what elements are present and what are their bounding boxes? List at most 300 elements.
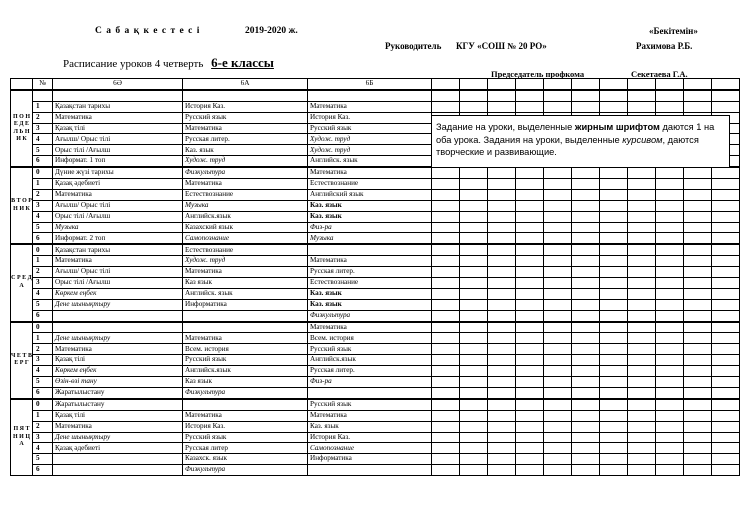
table-row xyxy=(11,387,740,398)
table-row xyxy=(11,410,740,421)
lesson-number: 0 xyxy=(33,399,53,410)
lesson-cell: Всем. история xyxy=(308,333,432,344)
empty-cell xyxy=(600,256,628,267)
union-name: Секетаева Г.А. xyxy=(631,69,688,79)
lesson-cell: Ағылш/ Орыс тілі xyxy=(53,134,183,145)
lesson-cell: Музыка xyxy=(308,233,432,244)
empty-cell xyxy=(516,366,544,377)
empty-cell xyxy=(712,333,740,344)
lesson-cell: Каз. язык xyxy=(183,145,308,156)
lesson-number: 6 xyxy=(33,156,53,167)
empty-cell xyxy=(684,421,712,432)
empty-cell xyxy=(628,443,656,454)
lesson-cell: Физ-ра xyxy=(308,222,432,233)
lesson-cell: Естествознание xyxy=(308,278,432,289)
empty-cell xyxy=(544,167,572,178)
empty-cell xyxy=(516,167,544,178)
empty-cell xyxy=(684,387,712,398)
lesson-cell xyxy=(53,465,183,476)
lesson-number: 2 xyxy=(33,267,53,278)
empty-cell xyxy=(432,233,460,244)
lesson-cell: Информат. 1 топ xyxy=(53,156,183,167)
empty-cell xyxy=(712,200,740,211)
lesson-cell: Дене шынықтыру xyxy=(53,432,183,443)
empty-cell xyxy=(516,101,544,112)
empty-cell xyxy=(544,387,572,398)
empty-cell xyxy=(684,443,712,454)
empty-cell xyxy=(712,189,740,200)
lesson-cell xyxy=(53,454,183,465)
empty-cell xyxy=(432,288,460,299)
empty-cell xyxy=(572,267,600,278)
empty-cell xyxy=(712,299,740,310)
empty-cell xyxy=(628,211,656,222)
day-label: С Р Е Д А xyxy=(11,244,33,321)
empty-cell xyxy=(432,256,460,267)
empty-cell xyxy=(656,432,684,443)
lesson-cell: Математика xyxy=(308,322,432,333)
empty-cell xyxy=(656,167,684,178)
empty-cell xyxy=(656,344,684,355)
day-label: П Я Т Н И Ц А xyxy=(11,399,33,476)
empty-cell xyxy=(628,399,656,410)
approval-stamp: «Бекітемін» xyxy=(649,26,698,36)
lesson-cell: Русский язык xyxy=(308,123,432,134)
empty-cell xyxy=(460,244,488,255)
empty-cell xyxy=(684,310,712,321)
empty-cell xyxy=(712,256,740,267)
empty-cell xyxy=(544,421,572,432)
empty-cell xyxy=(544,233,572,244)
empty-cell xyxy=(656,233,684,244)
empty-cell xyxy=(628,410,656,421)
empty-cell xyxy=(544,377,572,388)
empty-cell xyxy=(516,222,544,233)
empty-cell xyxy=(684,211,712,222)
empty-cell xyxy=(432,344,460,355)
lesson-cell: Английск.язык xyxy=(308,355,432,366)
empty-cell xyxy=(684,399,712,410)
empty-cell xyxy=(460,267,488,278)
lesson-number: 3 xyxy=(33,123,53,134)
empty-cell xyxy=(684,222,712,233)
empty-cell xyxy=(432,179,460,190)
lesson-cell: Математика xyxy=(53,421,183,432)
empty-cell xyxy=(432,387,460,398)
empty-cell xyxy=(516,278,544,289)
empty-cell xyxy=(544,465,572,476)
empty-cell xyxy=(712,278,740,289)
empty-cell xyxy=(432,322,460,333)
lesson-number: 5 xyxy=(33,454,53,465)
empty-cell xyxy=(600,443,628,454)
empty-cell xyxy=(656,399,684,410)
empty-cell xyxy=(572,377,600,388)
lesson-cell: Математика xyxy=(183,179,308,190)
empty-cell xyxy=(600,222,628,233)
table-row xyxy=(11,333,740,344)
lesson-number: 3 xyxy=(33,200,53,211)
empty-cell xyxy=(516,267,544,278)
lesson-number: 4 xyxy=(33,134,53,145)
empty-cell xyxy=(544,101,572,112)
empty-cell xyxy=(712,310,740,321)
empty-cell xyxy=(628,299,656,310)
lesson-cell: Физкультура xyxy=(183,465,308,476)
lesson-cell: Музыка xyxy=(183,200,308,211)
empty-cell xyxy=(544,256,572,267)
empty-cell xyxy=(600,432,628,443)
table-row xyxy=(11,355,740,366)
empty-cell xyxy=(488,244,516,255)
empty-cell xyxy=(516,179,544,190)
empty-cell xyxy=(600,410,628,421)
empty-cell xyxy=(628,421,656,432)
empty-cell xyxy=(572,233,600,244)
table-row xyxy=(11,377,740,388)
academic-year: 2019-2020 ж. xyxy=(245,26,298,36)
empty-cell xyxy=(600,288,628,299)
empty-cell xyxy=(516,256,544,267)
lesson-cell: История Каз. xyxy=(183,421,308,432)
empty-cell xyxy=(544,355,572,366)
union-label: Председатель профкома xyxy=(491,69,585,79)
table-row xyxy=(11,310,740,321)
empty-cell xyxy=(572,454,600,465)
empty-cell xyxy=(656,310,684,321)
empty-cell xyxy=(684,90,712,101)
empty-cell xyxy=(712,179,740,190)
empty-cell xyxy=(516,377,544,388)
empty-cell xyxy=(432,465,460,476)
empty-cell xyxy=(684,267,712,278)
table-row xyxy=(11,233,740,244)
table-row xyxy=(11,432,740,443)
empty-cell xyxy=(572,333,600,344)
empty-cell xyxy=(516,90,544,101)
empty-cell xyxy=(460,432,488,443)
empty-cell xyxy=(656,244,684,255)
empty-cell xyxy=(544,211,572,222)
empty-cell xyxy=(712,421,740,432)
empty-cell xyxy=(516,200,544,211)
empty-cell xyxy=(432,244,460,255)
empty-cell xyxy=(656,454,684,465)
empty-cell xyxy=(712,288,740,299)
lesson-cell: Көркем еңбек xyxy=(53,366,183,377)
lesson-cell xyxy=(308,244,432,255)
empty-cell xyxy=(432,399,460,410)
lesson-cell: Физкультура xyxy=(308,310,432,321)
empty-cell xyxy=(516,399,544,410)
empty-cell xyxy=(656,288,684,299)
empty-cell xyxy=(432,432,460,443)
empty-cell xyxy=(628,167,656,178)
empty-cell xyxy=(488,333,516,344)
empty-cell xyxy=(544,278,572,289)
empty-cell xyxy=(432,333,460,344)
empty-cell xyxy=(572,355,600,366)
empty-cell xyxy=(460,387,488,398)
lesson-number: 2 xyxy=(33,344,53,355)
empty-cell xyxy=(628,288,656,299)
empty-cell xyxy=(432,366,460,377)
empty-cell xyxy=(572,366,600,377)
empty-cell xyxy=(600,322,628,333)
table-row xyxy=(11,222,740,233)
lesson-number: 5 xyxy=(33,145,53,156)
lesson-cell: Қазақ тілі xyxy=(53,123,183,134)
lesson-number: 6 xyxy=(33,387,53,398)
empty-cell xyxy=(572,90,600,101)
table-row xyxy=(11,267,740,278)
empty-cell xyxy=(460,344,488,355)
empty-cell xyxy=(460,421,488,432)
table-row xyxy=(11,443,740,454)
table-row xyxy=(11,299,740,310)
empty-cell xyxy=(628,101,656,112)
empty-cell xyxy=(460,333,488,344)
empty-cell xyxy=(600,377,628,388)
empty-cell xyxy=(628,200,656,211)
empty-cell xyxy=(628,256,656,267)
empty-cell xyxy=(432,90,460,101)
empty-cell xyxy=(600,299,628,310)
lesson-cell: Дене шынықтыру xyxy=(53,333,183,344)
empty-cell xyxy=(516,454,544,465)
lesson-cell: Каз. язык xyxy=(308,288,432,299)
empty-cell xyxy=(684,333,712,344)
empty-cell xyxy=(460,179,488,190)
empty-cell xyxy=(460,200,488,211)
empty-cell xyxy=(516,299,544,310)
empty-cell xyxy=(516,244,544,255)
empty-cell xyxy=(600,399,628,410)
empty-cell xyxy=(656,355,684,366)
empty-cell xyxy=(712,443,740,454)
lesson-cell: Всем. история xyxy=(183,344,308,355)
empty-cell xyxy=(684,244,712,255)
empty-cell xyxy=(684,101,712,112)
empty-cell xyxy=(628,465,656,476)
empty-cell xyxy=(488,432,516,443)
table-row xyxy=(11,167,740,178)
lesson-cell: Каз. язык xyxy=(308,299,432,310)
lesson-cell xyxy=(183,322,308,333)
lesson-cell: История Каз. xyxy=(183,101,308,112)
empty-cell xyxy=(712,387,740,398)
empty-cell xyxy=(712,432,740,443)
lesson-cell: Математика xyxy=(53,256,183,267)
lesson-cell: Орыс тілі /Ағылш xyxy=(53,278,183,289)
empty-cell xyxy=(544,432,572,443)
schedule-heading xyxy=(63,55,274,71)
empty-cell xyxy=(432,443,460,454)
empty-cell xyxy=(432,421,460,432)
empty-cell xyxy=(712,322,740,333)
empty-cell xyxy=(572,387,600,398)
empty-cell xyxy=(684,233,712,244)
empty-cell xyxy=(656,443,684,454)
empty-cell xyxy=(488,465,516,476)
empty-cell xyxy=(544,344,572,355)
empty-cell xyxy=(488,200,516,211)
empty-cell xyxy=(656,410,684,421)
empty-cell xyxy=(600,244,628,255)
empty-cell xyxy=(628,432,656,443)
empty-cell xyxy=(628,377,656,388)
empty-cell xyxy=(684,355,712,366)
empty-cell xyxy=(572,288,600,299)
lesson-cell xyxy=(308,387,432,398)
empty-cell xyxy=(488,101,516,112)
empty-cell xyxy=(656,200,684,211)
lesson-cell: Каз язык xyxy=(183,377,308,388)
empty-cell xyxy=(544,179,572,190)
empty-cell xyxy=(600,189,628,200)
empty-cell xyxy=(488,233,516,244)
empty-cell xyxy=(488,90,516,101)
table-row xyxy=(11,211,740,222)
lesson-number: 1 xyxy=(33,179,53,190)
empty-cell xyxy=(628,267,656,278)
lesson-number: 1 xyxy=(33,333,53,344)
lesson-number: 6 xyxy=(33,310,53,321)
empty-cell xyxy=(432,410,460,421)
empty-cell xyxy=(656,256,684,267)
empty-cell xyxy=(600,167,628,178)
empty-cell xyxy=(516,410,544,421)
lesson-number: 0 xyxy=(33,244,53,255)
lesson-cell: Математика xyxy=(308,101,432,112)
lesson-number: 3 xyxy=(33,278,53,289)
empty-cell xyxy=(600,278,628,289)
note-italic-word: курсивом xyxy=(622,134,663,145)
empty-cell xyxy=(684,299,712,310)
empty-cell xyxy=(572,189,600,200)
empty-cell xyxy=(460,310,488,321)
empty-cell xyxy=(460,211,488,222)
lesson-cell: Музыка xyxy=(53,222,183,233)
empty-cell xyxy=(600,267,628,278)
empty-cell xyxy=(488,288,516,299)
class-header-6a: 6А xyxy=(183,79,308,90)
empty-cell xyxy=(432,278,460,289)
empty-cell xyxy=(488,310,516,321)
empty-cell xyxy=(516,443,544,454)
lesson-cell: Математика xyxy=(183,333,308,344)
empty-cell xyxy=(572,410,600,421)
empty-cell xyxy=(600,310,628,321)
empty-cell xyxy=(712,233,740,244)
lesson-cell: Математика xyxy=(183,267,308,278)
table-row xyxy=(11,200,740,211)
lesson-cell: Математика xyxy=(183,410,308,421)
lesson-cell: Английск. язык xyxy=(183,288,308,299)
lesson-number: 4 xyxy=(33,443,53,454)
lesson-cell: Русский язык xyxy=(308,399,432,410)
lesson-cell xyxy=(183,399,308,410)
empty-cell xyxy=(516,288,544,299)
empty-cell xyxy=(684,465,712,476)
empty-cell xyxy=(516,211,544,222)
empty-cell xyxy=(572,101,600,112)
table-row xyxy=(11,244,740,255)
empty-cell xyxy=(656,211,684,222)
lesson-number: 5 xyxy=(33,222,53,233)
day-label: В Т О Р Н И К xyxy=(11,167,33,244)
empty-cell xyxy=(460,443,488,454)
empty-cell xyxy=(684,200,712,211)
empty-cell xyxy=(572,200,600,211)
empty-cell xyxy=(684,167,712,178)
schedule-prefix: Расписание уроков 4 четверть xyxy=(63,58,204,70)
empty-cell xyxy=(600,200,628,211)
lesson-number: 1 xyxy=(33,101,53,112)
empty-cell xyxy=(432,222,460,233)
empty-cell xyxy=(516,355,544,366)
empty-cell xyxy=(628,387,656,398)
empty-cell xyxy=(600,90,628,101)
table-row xyxy=(11,366,740,377)
empty-cell xyxy=(712,355,740,366)
empty-cell xyxy=(684,322,712,333)
empty-cell xyxy=(488,322,516,333)
note-text-3: , даются творческие и развивающие. xyxy=(436,134,699,157)
empty-cell xyxy=(516,333,544,344)
empty-cell xyxy=(488,222,516,233)
empty-cell xyxy=(460,410,488,421)
lesson-cell: Естествознание xyxy=(183,189,308,200)
classes-label: 6-е классы xyxy=(211,55,274,70)
lesson-number: 2 xyxy=(33,421,53,432)
empty-cell xyxy=(712,244,740,255)
empty-cell xyxy=(432,355,460,366)
empty-cell xyxy=(628,344,656,355)
empty-cell xyxy=(600,333,628,344)
table-row xyxy=(11,256,740,267)
empty-cell xyxy=(628,355,656,366)
empty-cell xyxy=(628,454,656,465)
lesson-cell: Математика xyxy=(183,123,308,134)
lesson-cell: Худож. труд xyxy=(183,256,308,267)
empty-cell xyxy=(460,101,488,112)
empty-cell xyxy=(460,322,488,333)
empty-cell xyxy=(572,344,600,355)
empty-cell xyxy=(460,454,488,465)
legend-note xyxy=(431,115,730,168)
empty-cell xyxy=(516,421,544,432)
lesson-number: 5 xyxy=(33,377,53,388)
empty-cell xyxy=(600,465,628,476)
empty-cell xyxy=(656,179,684,190)
lesson-number: 1 xyxy=(33,410,53,421)
empty-cell xyxy=(628,179,656,190)
lesson-cell: История Каз. xyxy=(308,112,432,123)
lesson-cell xyxy=(308,90,432,101)
lesson-cell: Худож. труд xyxy=(308,134,432,145)
empty-cell xyxy=(656,465,684,476)
lesson-cell: Самопознание xyxy=(308,443,432,454)
corner-cell xyxy=(11,79,33,90)
empty-cell xyxy=(600,233,628,244)
empty-cell xyxy=(432,189,460,200)
empty-cell xyxy=(516,322,544,333)
empty-cell xyxy=(628,322,656,333)
empty-cell xyxy=(628,333,656,344)
empty-cell xyxy=(628,189,656,200)
empty-cell xyxy=(628,222,656,233)
